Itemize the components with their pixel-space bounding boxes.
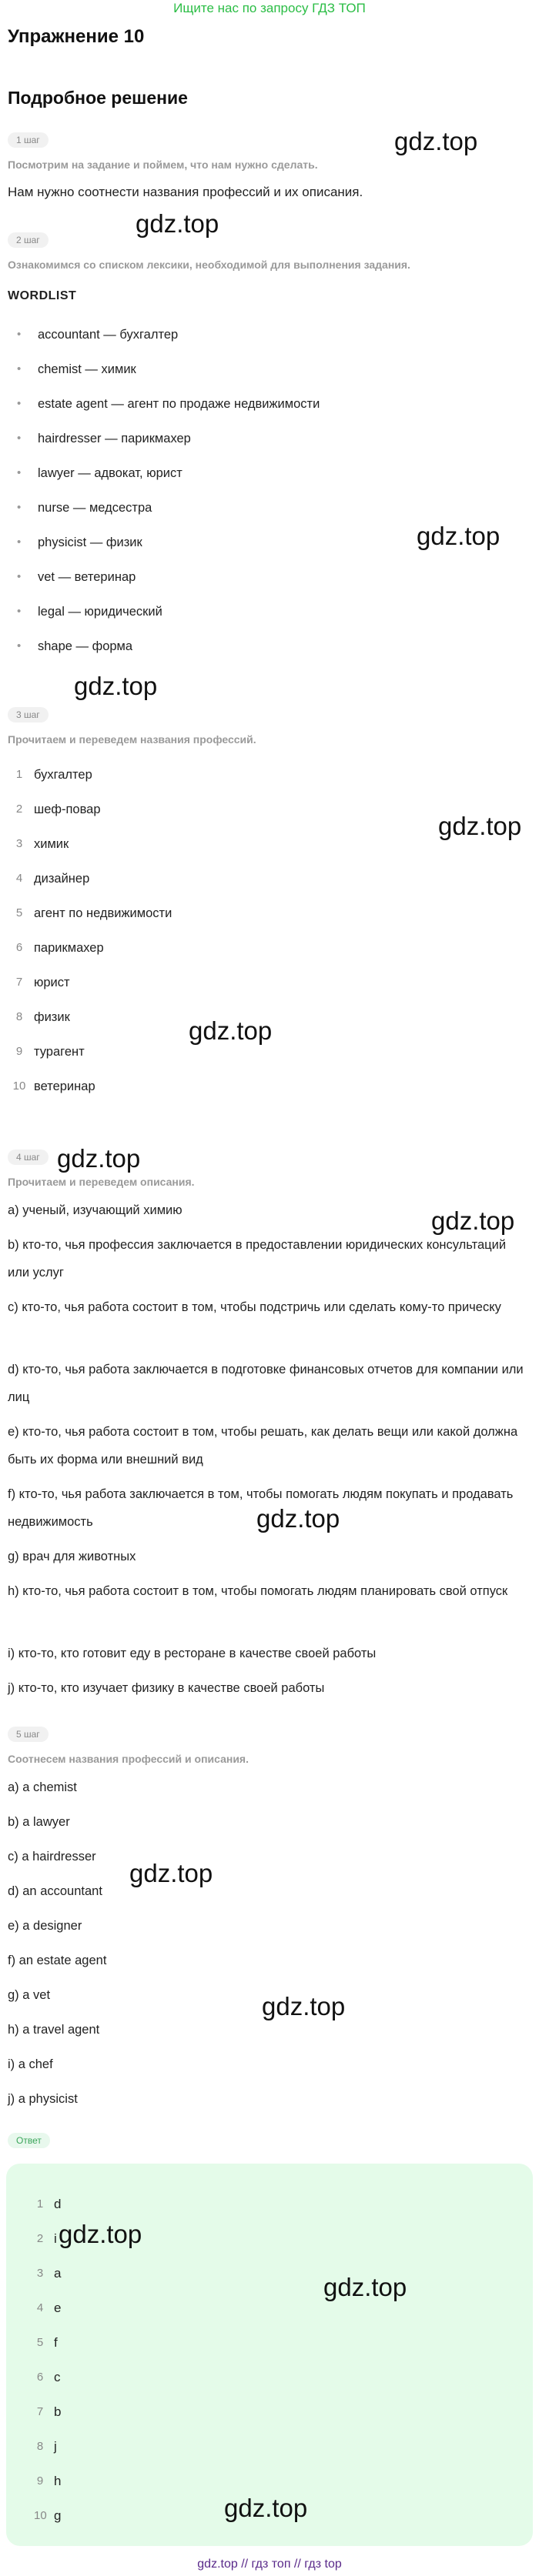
- answer-value: b: [54, 2404, 62, 2419]
- answer-value: a: [54, 2266, 62, 2281]
- list-item: a) ученый, изучающий химию: [8, 1203, 182, 1217]
- list-item: legal — юридический: [38, 605, 162, 619]
- list-item: nurse — медсестра: [38, 501, 152, 515]
- watermark: gdz.top: [189, 1016, 273, 1045]
- bullet-icon: •: [17, 570, 22, 583]
- bullet-icon: •: [17, 328, 22, 341]
- list-item: lawyer — адвокат, юрист: [38, 466, 182, 480]
- list-item: estate agent — агент по продаже недвижимости: [38, 397, 320, 411]
- list-item: d) an accountant: [8, 1884, 102, 1898]
- step-title: Прочитаем и переведем описания.: [8, 1176, 195, 1188]
- list-item: h) кто-то, чья работа состоит в том, чтобы помогать людям планировать свой отпуск: [8, 1584, 508, 1598]
- bullet-icon: •: [17, 605, 22, 618]
- list-number: 8: [15, 1010, 23, 1023]
- answer-value: f: [54, 2335, 58, 2350]
- watermark: gdz.top: [417, 522, 500, 550]
- answer-number: 1: [36, 2197, 44, 2211]
- list-item: d) кто-то, чья работа заключается в подготовке финансовых отчетов для компании или лиц: [8, 1363, 524, 1404]
- step-text: Нам нужно соотнести названия профессий и их описания.: [8, 185, 363, 199]
- list-item: h) a travel agent: [8, 2023, 100, 2037]
- list-item: турагент: [34, 1045, 85, 1059]
- list-item: c) a hairdresser: [8, 1850, 96, 1864]
- list-item: химик: [34, 837, 69, 851]
- list-number: 1: [15, 768, 23, 781]
- step-badge: 3 шаг: [8, 707, 49, 722]
- list-number: 9: [15, 1045, 23, 1058]
- answer-value: e: [54, 2301, 62, 2315]
- list-item: shape — форма: [38, 639, 133, 653]
- watermark: gdz.top: [256, 1504, 340, 1533]
- bullet-icon: •: [17, 501, 22, 514]
- step-badge: 1 шаг: [8, 132, 49, 148]
- list-item: b) a lawyer: [8, 1815, 70, 1829]
- list-item: j) a physicist: [8, 2092, 78, 2106]
- bullet-icon: •: [17, 639, 22, 652]
- answer-value: j: [54, 2439, 57, 2454]
- answer-badge: Ответ: [8, 2133, 50, 2148]
- watermark: gdz.top: [262, 1992, 346, 2020]
- bullet-icon: •: [17, 432, 22, 445]
- list-item: бухгалтер: [34, 768, 92, 782]
- wordlist-title: WORDLIST: [8, 289, 77, 302]
- list-item: j) кто-то, кто изучает физику в качестве своей работы: [8, 1681, 325, 1695]
- top-banner[interactable]: Ищите нас по запросу ГДЗ ТОП: [173, 1, 366, 15]
- answer-value: h: [54, 2474, 62, 2488]
- list-item: physicist — физик: [38, 536, 142, 549]
- bullet-icon: •: [17, 362, 22, 375]
- solution-heading: Подробное решение: [8, 88, 188, 108]
- list-item: i) a chef: [8, 2057, 53, 2071]
- list-item: юрист: [34, 976, 70, 989]
- answer-number: 2: [36, 2232, 44, 2245]
- list-item: c) кто-то, чья работа состоит в том, чтобы подстричь или сделать кому-то прическу: [8, 1300, 501, 1314]
- watermark: gdz.top: [224, 2494, 308, 2522]
- bullet-icon: •: [17, 466, 22, 479]
- answer-number: 10: [34, 2509, 47, 2522]
- answer-value: i: [54, 2231, 57, 2246]
- list-item: f) кто-то, чья работа заключается в том, чтобы помогать людям покупать и продавать недвижимость: [8, 1487, 514, 1529]
- answer-number: 4: [36, 2301, 44, 2314]
- step-title: Соотнесем названия профессий и описания.: [8, 1753, 249, 1765]
- step-badge: 2 шаг: [8, 232, 49, 248]
- list-item: дизайнер: [34, 872, 90, 886]
- list-item: hairdresser — парикмахер: [38, 432, 191, 445]
- answer-value: c: [54, 2370, 61, 2384]
- answer-number: 9: [36, 2474, 44, 2488]
- list-item: парикмахер: [34, 941, 104, 955]
- list-item: шеф-повар: [34, 802, 101, 816]
- watermark: gdz.top: [129, 1859, 213, 1887]
- list-number: 5: [15, 906, 23, 919]
- watermark: gdz.top: [323, 2273, 407, 2301]
- list-item: chemist — химик: [38, 362, 136, 376]
- list-item: i) кто-то, кто готовит еду в ресторане в качестве своей работы: [8, 1647, 377, 1660]
- list-number: 6: [15, 941, 23, 954]
- list-number: 4: [15, 872, 23, 885]
- watermark: gdz.top: [57, 1144, 141, 1173]
- list-item: a) a chemist: [8, 1780, 77, 1794]
- watermark: gdz.top: [136, 209, 219, 238]
- footer-links[interactable]: gdz.top // гдз топ // гдз top: [197, 2558, 342, 2571]
- list-item: e) кто-то, чья работа состоит в том, чтобы решать, как делать вещи или какой должна быть их форма или внешний вид: [8, 1425, 518, 1467]
- list-item: физик: [34, 1010, 70, 1024]
- step-title: Посмотрим на задание и поймем, что нам нужно сделать.: [8, 158, 318, 171]
- list-item: g) врач для животных: [8, 1550, 136, 1563]
- answer-number: 3: [36, 2267, 44, 2280]
- list-item: агент по недвижимости: [34, 906, 172, 920]
- list-number: 3: [15, 837, 23, 850]
- watermark: gdz.top: [74, 672, 158, 700]
- answer-value: d: [54, 2197, 62, 2211]
- bullet-icon: •: [17, 397, 22, 410]
- page-title: Упражнение 10: [8, 26, 145, 47]
- answer-number: 8: [36, 2440, 44, 2453]
- answer-number: 7: [36, 2405, 44, 2418]
- list-item: vet — ветеринар: [38, 570, 136, 584]
- list-item: e) a designer: [8, 1919, 82, 1933]
- step-badge: 4 шаг: [8, 1150, 49, 1165]
- list-item: g) a vet: [8, 1988, 51, 2002]
- watermark: gdz.top: [431, 1206, 515, 1235]
- watermark: gdz.top: [59, 2220, 142, 2248]
- step-title: Ознакомимся со списком лексики, необходимой для выполнения задания.: [8, 259, 410, 271]
- answer-value: g: [54, 2508, 62, 2523]
- answer-number: 5: [36, 2336, 44, 2349]
- list-number: 7: [15, 976, 23, 989]
- list-number: 2: [15, 802, 23, 816]
- step-title: Прочитаем и переведем названия профессий.: [8, 733, 256, 746]
- bullet-icon: •: [17, 536, 22, 549]
- watermark: gdz.top: [438, 812, 522, 840]
- list-item: f) an estate agent: [8, 1954, 107, 1967]
- list-item: accountant — бухгалтер: [38, 328, 179, 342]
- list-number: 10: [12, 1079, 26, 1093]
- list-item: ветеринар: [34, 1079, 95, 1093]
- step-badge: 5 шаг: [8, 1727, 49, 1742]
- watermark: gdz.top: [394, 127, 478, 155]
- answer-number: 6: [36, 2371, 44, 2384]
- list-item: b) кто-то, чья профессия заключается в предоставлении юридических консультаций или услуг: [8, 1238, 507, 1280]
